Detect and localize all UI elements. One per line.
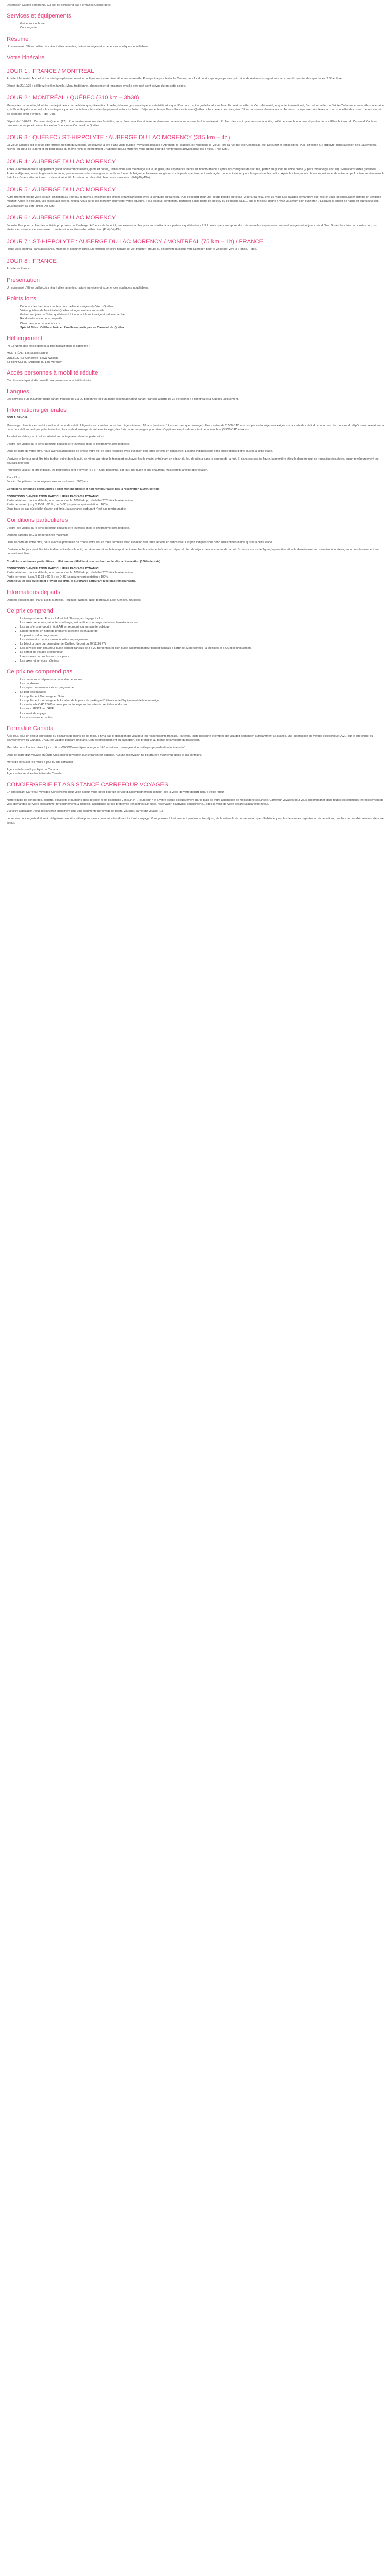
concierge-heading: CONCIERGERIE ET ASSISTANCE CARREFOUR VOYAGES bbox=[7, 782, 168, 788]
page bbox=[0, 0, 391, 837]
list-item: • La pension selon programme bbox=[20, 634, 384, 638]
day-3-title: JOUR 3 : QUÉBEC / ST-HIPPOLYTE : AUBERGE DU LAC MORENCY (315 km – 4h) bbox=[7, 134, 230, 141]
conditions-heading: Conditions particulières bbox=[7, 517, 68, 523]
conditions2-text: Partie terrestre : jusqu'à D-31 : 60 % ; de D-30 jusqu'à non présentation : 100% bbox=[7, 575, 108, 579]
conditions2-text: Dans tous les cas où le billet d'avion est émis, la surcharge carburant n'est pas remboursable. bbox=[7, 580, 136, 583]
list-item: • Les taxes et services hôteliers. bbox=[20, 659, 384, 663]
services-heading: Services et équipements bbox=[7, 13, 71, 20]
conditions-text: Dans tous les cas où le billet d'avion est émis, la surcharge carburant n'est pas remboursable. bbox=[7, 507, 127, 511]
resume-heading: Résumé bbox=[7, 36, 29, 42]
formalites-text: Agence de la santé publique du Canada bbox=[7, 768, 58, 772]
day-6-title: JOUR 6 : AUBERGE DU LAC MORENCY bbox=[7, 214, 116, 221]
breadcrumb: Description Ca prix comprend / Ca prix ne comprend pas Formalités Conciergerie bbox=[7, 4, 111, 7]
list-item: • Les assurances en option bbox=[20, 716, 384, 720]
conditions-text: CONDITIONS D'ANNULATION PARTICULIERE PACKAGE DYNAMIC bbox=[7, 495, 99, 498]
day-3-text: La Vieux-Québec est le seule cité fortifiée au nord du Mexique. Découvrez-la lors d'une visite guidée : voyez les palaces d'Abraham, la citadelle, le Parlement, le Vieux-Port, la rue du Petit-Champlain, etc. Déjeuner et temps libres. Puis, direction St-Hippolyte, dans la région des Laurentides. Nichée au cœur de la forêt et au bord du lac du même nom, l'Hébergement L'Auberge du Lac Morency, vous attend pour de nombreuses activités pour les 4 nuits. (Pdéj-Dîn). bbox=[7, 144, 377, 151]
highlights-heading: Points forts bbox=[7, 295, 36, 302]
day-7-title: JOUR 7 : ST-HIPPOLYTE : AUBERGE DU LAC MORENCY / MONTRÉAL (75 km – 1h) / FRANCE bbox=[7, 239, 264, 245]
presentation-heading: Présentation bbox=[7, 277, 40, 283]
day-4-text: Après la remise de votre équipement grand froid (combinaisons, gants et bottes), initiez-vous à la motoneige sur le lac gelé, une expérience inédite et incontournable ! Après les consignes de sécurité, partez au guidon de votre bolide (2 pers./motoneige env. 1h). Sensations fortes garanties ! Après le déjeuner, testez la glissade sur tube, promenez-vous dans une grande boule en forme de beignet et laissez-vous glisser sur la pente spécialement aménagée… une activité fun pour les grands et les petits ! Après le dîner, munis de vos raquettes et de votre lampe frontale, redécouvrez la forêt lors d'une sortie nocturne… calme et sérénité. Au retour, un chocolat chaud vous sera servi. (Pdéj-Déj-Dîn). bbox=[7, 167, 384, 180]
list-item: • Les visites et excursions mentionnées au programme bbox=[20, 638, 384, 642]
hebergement-heading: Hébergement bbox=[7, 335, 43, 342]
conditions2-text: Départs garantis de 2 à 30 personnes maximum bbox=[7, 533, 69, 537]
departs-text: Départs possibles de : Paris, Lyon, Marseille, Toulouse, Nantes, Nice, Bordeaux, Lille, Geneve, Bruxelles bbox=[7, 598, 141, 602]
infos-text: Pack Plus : bbox=[7, 476, 21, 480]
list-item: • Spécial fêtes : Célébrez Noël en famille ou participez au Carnaval de Québec bbox=[20, 326, 384, 330]
list-item: • L'assistance de nos bureaux sur place bbox=[20, 655, 384, 659]
list-item: • Le supplément motoneige et la location de la place de parking et l'utilisation de l'équipement de la motoneige bbox=[20, 699, 384, 703]
formalites-text: Merci de consulter les mises à jour : https://XXXXXwww.diplomatie.gouv.fr/fr/conseils-aux-voyageurs/conseils-par-pays-destination/canada/ bbox=[7, 746, 185, 750]
conditions2-text: Dans le cadre de votre offre, nous avons la possibilité de choisir votre vol en toute flexibilité avec évolution des tarifs aériens en temps réel. Les prix indiqués sont donc susceptibles d'être ajustés à cette étape. bbox=[7, 540, 273, 544]
list-item: • Les frais d'ESTA ou d'AVE bbox=[20, 707, 384, 711]
infos-text: À certaines dates, ce circuit est réalisé en partage avec d'autres partenaires. bbox=[7, 435, 105, 438]
list-item: • Conciergerie bbox=[20, 26, 384, 30]
list-item: • Dîner dans une cabane à sucre bbox=[20, 321, 384, 326]
list-item: • Goûter aux joies de l'hiver québécois ! Initiations à la motoneige et traîneau à chien bbox=[20, 313, 384, 317]
conditions-text: Partie terrestre : jusqu'à D-31 : 60 % ; de D-30 jusqu'à non présentation : 100% bbox=[7, 503, 108, 507]
list-item: • Le supplément Motoneige en Solo bbox=[20, 694, 384, 699]
conditions-text: Conditions aériennes particulières : billet non modifiable et non remboursable dès la réservation (100% de frais) bbox=[7, 487, 161, 491]
excludes-heading: Ce prix ne comprend pas bbox=[7, 669, 73, 675]
list-item: • Les transferts aéroport / hôtel A/R en regroupé ou en navette publique bbox=[20, 625, 384, 629]
includes-heading: Ce prix comprend bbox=[7, 607, 53, 614]
infos-text: Pourboires usuels : à titre indicatif, les pourboires sont d'environ 4 € à 7 € par personne, par jour, par guide et par chauffeur, mais restent à votre appréciation. bbox=[7, 468, 208, 472]
list-item: • Le carnet de voyage électronique bbox=[20, 650, 384, 654]
list-item: • Découvrir le charme enchanteur des rueilles enneigées du Vieux-Québec bbox=[20, 304, 384, 309]
hebergement-line: QUÉBEC : Le Concorde / Royal William bbox=[7, 356, 58, 360]
concierge-text: Vla votre application, vous retrouverez également tous vos documents de voyage (e-billets, voucher, carnet de voyage, …). bbox=[7, 810, 165, 814]
conditions2-text: CONDITIONS D'ANNULATION PARTICULIERE PACKAGE DYNAMIC bbox=[7, 567, 99, 570]
formalites-text: Dans le cadre d'un voyage en États-Unis, merci de vérifier que le transit est autorisé. Aucune réservation ne pourra être maintenue dans le cas contraire. bbox=[7, 753, 202, 757]
list-item: • Les pourboires bbox=[20, 682, 384, 686]
day-5-title: JOUR 5 : AUBERGE DU LAC MORENCY bbox=[7, 187, 116, 193]
highlights-list bbox=[7, 304, 384, 330]
day-1-text: Départ du 20/12/26 : célébrez Noël en famille. Menu traditionnel, chansonnier et rencontre avec le père noël sont prévus durant cette soirée. bbox=[7, 84, 186, 88]
conditions2-text: Partie aérienne : non modifiable, non remboursable. 100% du prix du billet TTC dû à la réservation. bbox=[7, 571, 134, 574]
concierge-text: Le service conciergerie doit venir obligatoirement être utilisé pour toute communication durant tout votre voyage. Vous pourrez à tout moment pendant votre séjour, via le même fil de conversation que d'habitude, pour les demandes urgentes ou réclamations, des lors de bon déroulement de votre séjour. bbox=[7, 817, 384, 825]
day-8-text: Arrivée en France. bbox=[7, 267, 31, 271]
day-2-title: JOUR 2 : MONTRÉAL / QUÉBEC (310 km – 3h30) bbox=[7, 95, 139, 101]
formalites-text: À ce jour, pour un séjour touristique ou d'affaires de moins de six mois, il n'y a pas d'obligation de visa pour les ressortissants français. Toutefois, toute personne exemptée de visa doit demander, suffisamment à l'avance, une autorisation de voyage électronique (AVE) sur le site officiel du gouvernement du Canada. L'AVE est valable pendant cinq ans. Lien électroniquement au passeport, elle prend fin au terme de la validité du passeport. bbox=[7, 735, 373, 742]
list-item: • L'hébergement en hôtel de première catégorie et en auberge bbox=[20, 629, 384, 633]
excludes-list bbox=[7, 677, 384, 720]
infos-text: L'arrivée le 1er jour peut être très tardive, voire dans la nuit, de même au retour, le transport peut avoir lieu le matin, entraînant un départ du lieu de séjour dans le courant de la nuit. Si dans ces cas de figure, la première et/ou la dernière nuit se trouvaient écourtées, aucun remboursement ne pourrait avoir lieu. bbox=[7, 457, 379, 465]
hebergement-line: MONTRÉAL : Les Suites Labelle bbox=[7, 352, 49, 355]
concierge-text: Notre équipe de concierges, experte, polyglotte et humaine (pas de robot !) est disponible 24h sur 24, 7 jours sur 7 et à votre écoute exclusivement par le biais de votre application de messagerie sécurisée, Carrefour Voyages pour vous accompagner dans toutes les situations (enregistrement de vols, demandes sur votre programme, renseignements & conseils, assistance sur les problèmes rencontrés sur place, réservation d'activités, conciergerie…) dès la veille de votre départ jusqu'à votre retour. bbox=[7, 798, 384, 806]
day-6-text: Journée libre pour profiter des activités proposées par l'auberge. À l'heure de l'apéritif, rendez-vous au bar pour vous initier à la « partance québécoise » ! Nul doute que vous apprendrez de nouvelles expressions, souvent imagées et toujours très drôles. Durant la soirée de construction, un atelier de cuisine et de sous-verre… une tension traditionnelle québécoise. (Pdéj-Déj-Dîn). bbox=[7, 224, 377, 232]
concierge-text: En choisissant Carrefour Voyages Conciergerie pour votre séjour, vous optez pour un service d'accompagnement complet dès la veille de votre départ jusqu'à votre retour. bbox=[7, 791, 225, 794]
presentation-text: Un concentré d'élève québécois mêlant villes animées, nature enneigée et expériences nordiques inoubliables. bbox=[7, 286, 149, 290]
list-item: • Les boissons et dépenses à caractère personnel bbox=[20, 677, 384, 682]
conditions2-text: Conditions aériennes particulières : billet non modifiable et non remboursable dès la réservation (100% de frais) bbox=[7, 560, 161, 563]
day-8-title: JOUR 8 : FRANCE bbox=[7, 258, 57, 265]
langues-text: Les services d'un chauffeur-guide parlant français de 3 à 22 personnes et d'un guide accompagnateur parlant français à partir de 22 personnes ; à Montréal et à Québec uniquement. bbox=[7, 398, 239, 401]
formalites-heading: Formalité Canada bbox=[7, 725, 54, 732]
day-1-title: JOUR 1 : FRANCE / MONTREAL bbox=[7, 67, 94, 74]
infos-subtitle: BON A SAVOIR bbox=[7, 416, 28, 420]
infos-text: Jour 4 : Supplément motoneige en solo sous réserve : 50€/pers. bbox=[7, 480, 89, 484]
services-list bbox=[7, 22, 384, 30]
list-item: • Le carnet de voyage bbox=[20, 711, 384, 716]
list-item: • Les repas non mentionnés au programme bbox=[20, 686, 384, 690]
day-5-text: Autre moment fort de votre séjour : l'initiation au traîneau à chiens. Rencontre des chiens et familiarisation avec la conduite du traîneau. Puis c'est parti pour une courte balade sur le lac (2 pers./traîneau env. 15 min). Les balades demandent quel rôle et vous fait encourager comme un véritable musher. Après le déjeuner, vos pistes aux poêles, rendez-vous sur le lac Morency pour tester votre équilibre. Pour les plus compétitifs, participez à une partie de hockey ou de ballon-balai… que le meilleur gagne ! Avez-vous faim d'un bûcheron ? Essayez le lancer de hache et autres jeux qui vous mettront au défi ! (Pdéj-Déj-Dîn). bbox=[7, 196, 381, 208]
itinerary-heading: Votre itinéraire bbox=[7, 54, 45, 61]
hebergement-line: (N.L.) Nomo des hôtels donnés à titre indicatif dans la catégorie : bbox=[7, 345, 90, 348]
list-item: • La caution de CAD 2 500 + taxes par motoneige sur la carte de crédit du conducteur. bbox=[20, 703, 384, 707]
infos-heading: Informations générales bbox=[7, 407, 67, 414]
includes-list bbox=[7, 617, 384, 663]
resume-text: Un concentré d'élève québécois mêlant villes animées, nature enneigée et expériences nordiques inoubliables. bbox=[7, 45, 149, 48]
conditions2-text: L'ordre des visites ou le sens du circuit peuvent être inversés, mais le programme sera respecté. bbox=[7, 526, 130, 530]
list-item: • Le bitout groupe pur permuteur de Québec (départ du 20/12/26 ??) bbox=[20, 642, 384, 646]
acces-text: Circuit non adapté et déconseillé aux personnes à mobilité réduite. bbox=[7, 379, 92, 382]
list-item: • Le port des bagages bbox=[20, 690, 384, 694]
list-item: • Les taxes aériennes, sécurité, surcharge, solidarité et surcharge carburant terrestre à ce jour bbox=[20, 621, 384, 625]
list-item: • Guide francophone bbox=[20, 22, 384, 26]
hebergement-line: ST-HIPPOLYTE : Auberge du Lac Morency bbox=[7, 360, 62, 364]
list-item: • Randonnée nocturne en raquette bbox=[20, 317, 384, 321]
formalites-text: Agence des services frontaliers du Canada bbox=[7, 772, 62, 776]
day-2-text: Départ du 13/02/27 : Carnaval de Québec (12) : Pour ne rien manquer des festivités, votre dîner sera libre et le repas dans une cabane à sucre sera livré le lendemain. Profitez de ce soir pour assister à la fête, coiffé de votre bonhomme et profiter de la célèbre boisson du Carnaval, Caribou, remontez le temps et croisez le célèbre Bonhomme Carnaval de Québec. bbox=[7, 120, 378, 128]
day-4-title: JOUR 4 : AUBERGE DU LAC MORENCY bbox=[7, 158, 116, 165]
conditions2-text: L'arrivée le 1er jour peut être très tardive, voire dans la nuit, de même au retour, le transport peut avoir lieu le matin, entraînant un départ du lieu de séjour dans le courant de la nuit. Si dans ces cas de figure, la première et/ou la dernière nuit se trouvaient écourtées, aucun remboursement ne pourrait avoir lieu. bbox=[7, 548, 379, 556]
list-item: • Visites guidées de Montréal et Québec et logement au centre-ville bbox=[20, 309, 384, 313]
infos-text: Motoneige : Permis de conduire valide et carte de crédit obligatoire au nom du conducteur : âge minimum: 18 ans (minimum 12 ans en tant que passager). Une caution de 2 500 CAD + taxes, par motoneige sera exigée sur la carte de crédit du conducteur. Le montant du dépôt sera prélevé sur la carte de crédit en tant que préautorisation. En cas de dommage de votre motoneige, des frais de remorquages pourraient s'appliquer en plus du montant de la franchise (3 500 CAD + taxes). bbox=[7, 423, 384, 431]
departs-heading: Informations départs bbox=[7, 589, 60, 596]
langues-heading: Langues bbox=[7, 388, 29, 395]
acces-heading: Accès personnes à mobilité réduite bbox=[7, 369, 99, 376]
day-2-text: Métropole cosmopolite, Montréal marie joliment charme historique, diversité culturelle, richesse gastronomique et créativité artistique. Parcourez, votre guide local vous fera découvrir sa ville : le Vieux-Montréal, le quartier international, l'incontournable rue Sainte-Catherine et sa « ville souterraine », le Mont-Royal surnommé « la montagne » par les montréalais, le stade olympique et sa tour inclinée… Déjeuner et temps libres. Puis route vers Québec, ville cheveuchée française. Dîner dans une cabane à sucre. Au menu : soupe aux pois, fèves aux lards, oreilles de crisse… le tout arrosé de délicieux sirop d'érable. (Pdéj-Dîn). bbox=[7, 104, 384, 116]
conditions-text: Partie aérienne : non modifiable, non remboursable. 100% du prix du billet TTC dû à la réservation. bbox=[7, 499, 134, 502]
infos-text: Dans le cadre de votre offre, nous avons la possibilité de choisir votre vol en toute flexibilité avec évolution des tarifs aériens en temps réel. Les prix indiqués sont donc susceptibles d'être ajustés à cette étape. bbox=[7, 450, 273, 453]
list-item: • Les services d'un chauffeur-guide parlant français de 3 à 22 personnes et d'un guide accompagnateur parlant français à partir de 23 personnes ; à Montréal et à Québec uniquement bbox=[20, 646, 384, 650]
formalites-text: Merci de consulter les mises à jour du site canadien : bbox=[7, 760, 75, 764]
infos-text: L'ordre des visites ou le sens du circuit peuvent être inversés, mais le programme sera respecté. bbox=[7, 443, 130, 446]
list-item: • Le transport aérien France / Montréal / France, en bagage inclus bbox=[20, 617, 384, 621]
day-7-text: Route vers Montréal sans assistance. Matinée et déjeuner libres. En fonction de votre horaire de vol, transfert groupé ou en navette publique vers l'aéroport pour le vol retour vers la France. (Pdéj). bbox=[7, 248, 257, 251]
day-1-text: Arrivée à Montréal. Accueil et transfert groupé ou en navette publique vers votre hôtel situé au centre-ville. Pourquoi ne pas tester Le Central, ce « food court » qui regroupe une quinzaine de restaurants signatures, au cœur du quartier des spectacles ? Dîner libre. bbox=[7, 77, 343, 80]
